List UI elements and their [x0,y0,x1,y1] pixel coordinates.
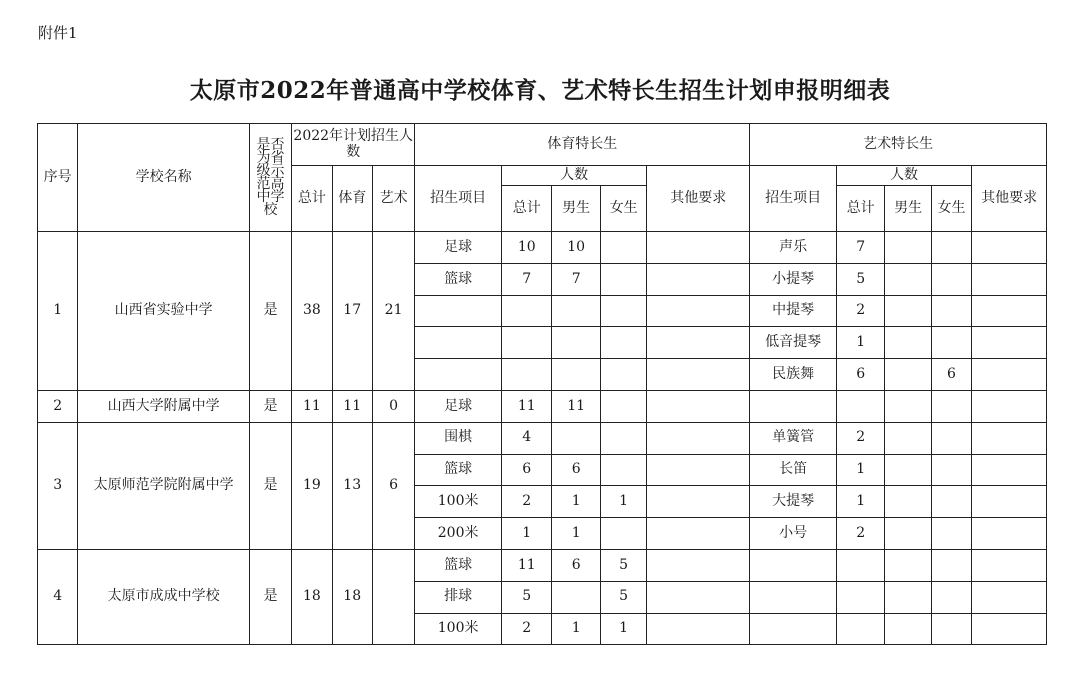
header-arts-people: 人数 [836,166,971,186]
arts-male-cell [885,390,931,422]
table-row [38,390,1047,422]
sports-female-cell [600,454,646,486]
plan-sports-cell: 17 [332,232,372,391]
sports-total-cell: 5 [502,581,552,613]
sports-other-cell [647,232,750,264]
arts-other-cell [972,232,1047,264]
arts-other-cell [972,549,1047,581]
arts-male-cell [885,232,931,264]
arts-project-cell: 民族舞 [750,359,837,391]
sports-female-cell [600,263,646,295]
sports-male-cell [552,295,600,327]
arts-male-cell [885,486,931,518]
sports-other-cell [647,454,750,486]
sports-male-cell: 1 [552,486,600,518]
sports-total-cell: 10 [502,232,552,264]
sports-male-cell: 6 [552,454,600,486]
header-arts-total: 总计 [836,186,884,232]
is-model-cell: 是 [249,549,291,644]
sports-female-cell [600,232,646,264]
arts-male-cell [885,581,931,613]
sports-other-cell [647,581,750,613]
sports-other-cell [647,486,750,518]
sports-male-cell: 10 [552,232,600,264]
plan-sports-cell: 18 [332,549,372,644]
arts-female-cell [931,327,971,359]
sports-total-cell: 1 [502,518,552,550]
arts-total-cell: 6 [836,359,884,391]
header-plan-arts: 艺术 [372,166,414,232]
arts-total-cell: 2 [836,295,884,327]
arts-male-cell [885,454,931,486]
sports-female-cell [600,390,646,422]
enrollment-table [37,123,1047,645]
sports-other-cell [647,359,750,391]
sports-total-cell [502,359,552,391]
arts-other-cell [972,486,1047,518]
sports-total-cell [502,295,552,327]
sports-total-cell: 2 [502,486,552,518]
arts-project-cell [750,581,837,613]
school-name-cell: 太原市成成中学校 [78,549,250,644]
arts-total-cell [836,549,884,581]
sports-project-cell [415,359,502,391]
sports-total-cell [502,327,552,359]
plan-sports-cell: 13 [332,422,372,549]
arts-male-cell [885,613,931,645]
sports-project-cell: 围棋 [415,422,502,454]
sports-project-cell: 篮球 [415,549,502,581]
sports-other-cell [647,390,750,422]
sports-female-cell [600,327,646,359]
sports-male-cell [552,422,600,454]
arts-total-cell [836,581,884,613]
sports-project-cell: 篮球 [415,263,502,295]
arts-other-cell [972,518,1047,550]
sports-total-cell: 6 [502,454,552,486]
arts-other-cell [972,295,1047,327]
header-plan-2022: 2022年计划招生人数 [292,124,415,166]
sports-male-cell: 1 [552,518,600,550]
arts-female-cell [931,581,971,613]
arts-project-cell [750,613,837,645]
arts-female-cell [931,422,971,454]
sports-total-cell: 2 [502,613,552,645]
arts-total-cell: 1 [836,327,884,359]
arts-project-cell: 小提琴 [750,263,837,295]
arts-project-cell: 小号 [750,518,837,550]
sports-other-cell [647,327,750,359]
sports-female-cell: 1 [600,613,646,645]
sports-female-cell [600,422,646,454]
arts-total-cell: 5 [836,263,884,295]
plan-arts-cell: 0 [372,390,414,422]
header-sports-total: 总计 [502,186,552,232]
arts-male-cell [885,263,931,295]
school-name-cell: 山西大学附属中学 [78,390,250,422]
arts-male-cell [885,422,931,454]
sports-female-cell: 5 [600,549,646,581]
arts-project-cell: 低音提琴 [750,327,837,359]
arts-male-cell [885,359,931,391]
sports-total-cell: 4 [502,422,552,454]
attachment-label: 附件1 [38,24,78,42]
sports-other-cell [647,263,750,295]
sports-male-cell: 7 [552,263,600,295]
arts-project-cell [750,549,837,581]
header-school-name: 学校名称 [78,124,250,232]
header-plan-total: 总计 [292,166,332,232]
arts-other-cell [972,581,1047,613]
arts-other-cell [972,327,1047,359]
plan-sports-cell: 11 [332,390,372,422]
sports-other-cell [647,295,750,327]
plan-total-cell: 11 [292,390,332,422]
header-is-model-school: 是否为省级示范高中学校 [249,124,291,232]
sports-project-cell: 200米 [415,518,502,550]
plan-arts-cell: 21 [372,232,414,391]
plan-total-cell: 18 [292,549,332,644]
header-arts-other: 其他要求 [972,166,1047,232]
header-sports-section: 体育特长生 [415,124,750,166]
arts-other-cell [972,454,1047,486]
header-sports-other: 其他要求 [647,166,750,232]
sports-project-cell: 排球 [415,581,502,613]
arts-male-cell [885,295,931,327]
arts-total-cell: 7 [836,232,884,264]
sports-other-cell [647,613,750,645]
arts-total-cell: 2 [836,422,884,454]
arts-total-cell: 1 [836,454,884,486]
sports-female-cell [600,518,646,550]
seq-cell: 4 [38,549,78,644]
arts-female-cell [931,518,971,550]
sports-male-cell [552,327,600,359]
sports-male-cell: 6 [552,549,600,581]
sports-other-cell [647,549,750,581]
arts-female-cell [931,549,971,581]
sports-project-cell: 100米 [415,486,502,518]
arts-other-cell [972,263,1047,295]
is-model-cell: 是 [249,390,291,422]
sports-other-cell [647,422,750,454]
arts-female-cell [931,454,971,486]
table-row [38,549,1047,581]
table-row [38,232,1047,264]
plan-arts-cell: 6 [372,422,414,549]
arts-total-cell: 2 [836,518,884,550]
sports-total-cell: 11 [502,549,552,581]
arts-project-cell: 单簧管 [750,422,837,454]
plan-total-cell: 19 [292,422,332,549]
arts-project-cell: 长笛 [750,454,837,486]
sports-male-cell: 11 [552,390,600,422]
arts-female-cell [931,613,971,645]
sports-project-cell: 篮球 [415,454,502,486]
arts-total-cell: 1 [836,486,884,518]
sports-other-cell [647,518,750,550]
header-sports-people: 人数 [502,166,647,186]
seq-cell: 1 [38,232,78,391]
sports-male-cell: 1 [552,613,600,645]
sports-female-cell: 5 [600,581,646,613]
sports-female-cell [600,295,646,327]
plan-total-cell: 38 [292,232,332,391]
arts-other-cell [972,359,1047,391]
table-row [38,422,1047,454]
header-plan-sports: 体育 [332,166,372,232]
arts-total-cell [836,613,884,645]
sports-project-cell: 足球 [415,390,502,422]
arts-female-cell: 6 [931,359,971,391]
seq-cell: 3 [38,422,78,549]
header-arts-section: 艺术特长生 [750,124,1047,166]
header-sports-male: 男生 [552,186,600,232]
sports-total-cell: 7 [502,263,552,295]
sports-male-cell [552,359,600,391]
page-title: 太原市2022年普通高中学校体育、艺术特长生招生计划申报明细表 [189,77,891,104]
sports-female-cell [600,359,646,391]
header-sports-project: 招生项目 [415,166,502,232]
arts-project-cell: 大提琴 [750,486,837,518]
sports-total-cell: 11 [502,390,552,422]
arts-other-cell [972,422,1047,454]
arts-female-cell [931,232,971,264]
sports-project-cell [415,295,502,327]
sports-project-cell [415,327,502,359]
sports-male-cell [552,581,600,613]
arts-female-cell [931,263,971,295]
sports-project-cell: 100米 [415,613,502,645]
plan-arts-cell [372,549,414,644]
arts-male-cell [885,518,931,550]
sports-female-cell: 1 [600,486,646,518]
arts-other-cell [972,613,1047,645]
arts-female-cell [931,390,971,422]
arts-female-cell [931,486,971,518]
school-name-cell: 山西省实验中学 [78,232,250,391]
seq-cell: 2 [38,390,78,422]
header-sports-female: 女生 [600,186,646,232]
sports-project-cell: 足球 [415,232,502,264]
header-seq: 序号 [38,124,78,232]
header-arts-female: 女生 [931,186,971,232]
arts-other-cell [972,390,1047,422]
school-name-cell: 太原师范学院附属中学 [78,422,250,549]
arts-project-cell: 中提琴 [750,295,837,327]
header-arts-male: 男生 [885,186,931,232]
arts-male-cell [885,549,931,581]
arts-project-cell: 声乐 [750,232,837,264]
arts-project-cell [750,390,837,422]
arts-male-cell [885,327,931,359]
arts-female-cell [931,295,971,327]
header-arts-project: 招生项目 [750,166,837,232]
is-model-cell: 是 [249,422,291,549]
is-model-cell: 是 [249,232,291,391]
arts-total-cell [836,390,884,422]
